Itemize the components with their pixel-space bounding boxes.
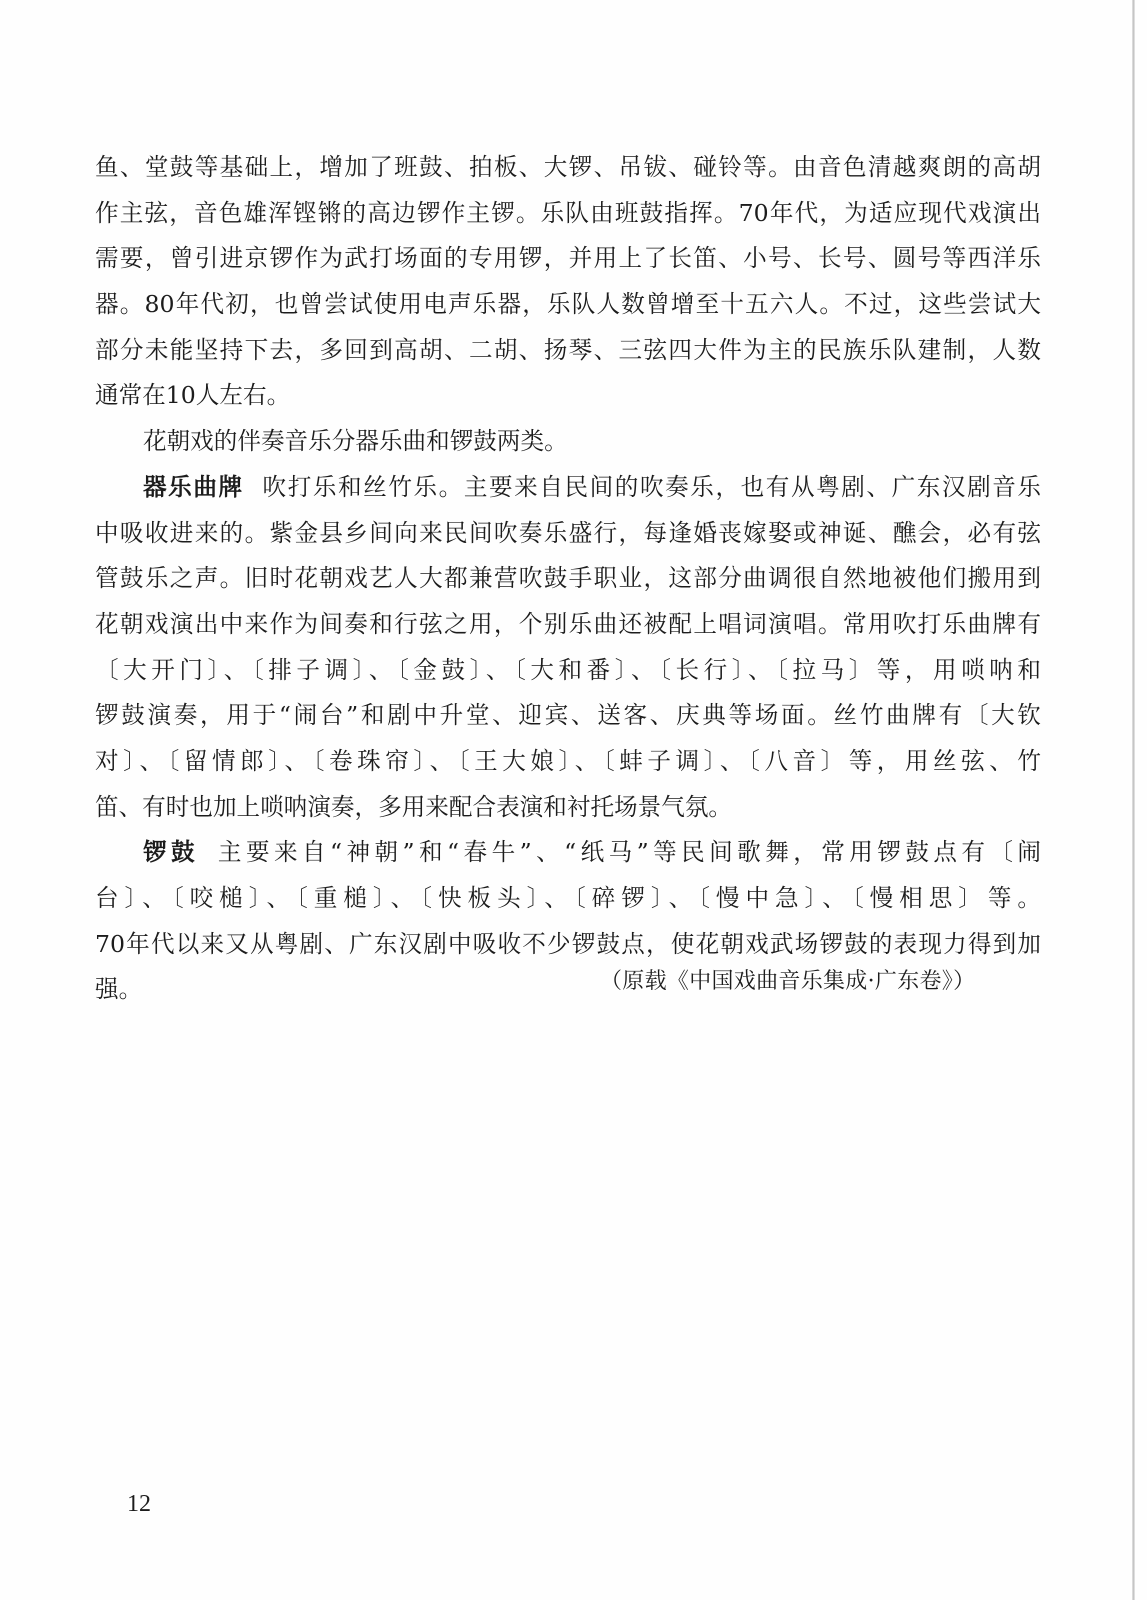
text-line: 〔大开门〕、〔排子调〕、〔金鼓〕、〔大和番〕、〔长行〕、〔拉马〕等，用唢呐和 [95,655,1041,684]
text-line [95,465,1041,511]
text-line: 作主弦，音色雄浑铿锵的高边锣作主锣。乐队由班鼓指挥。70年代，为适应现代戏演出 [95,198,1041,227]
text-line [95,830,1041,876]
text-line: 对〕、〔留情郎〕、〔卷珠帘〕、〔王大娘〕、〔蚌子调〕、〔八音〕等，用丝弦、竹 [95,746,1041,775]
text-line: 部分未能坚持下去，多回到高胡、二胡、扬琴、三弦四大件为主的民族乐队建制，人数 [95,335,1041,364]
text-line: 需要，曾引进京锣作为武打场面的专用锣，并用上了长笛、小号、长号、圆号等西洋乐 [95,244,1041,273]
section-term: 器乐曲牌 [143,472,244,501]
text-line: 通常在10人左右。 [95,381,291,410]
text-line: 笛、有时也加上唢呐演奏，多用来配合表演和衬托场景气氛。 [95,792,733,821]
paragraph-orchestra-history [95,145,1041,419]
text-line: 花朝戏的伴奏音乐分器乐曲和锣鼓两类。 [143,427,568,456]
text-line: 70年代以来又从粤剧、广东汉剧中吸收不少锣鼓点，使花朝戏武场锣鼓的表现力得到加 [95,929,1041,958]
section-term: 锣鼓 [143,838,200,867]
text-line: 锣鼓演奏，用于“闹台”和剧中升堂、迎宾、送客、庆典等场面。丝竹曲牌有〔大钦 [95,701,1041,730]
text-span: 主要来自“神朝”和“春牛”、“纸马”等民间歌舞，常用锣鼓点有〔闹 [217,838,1041,867]
text-line: 强。 [95,975,143,1004]
text-line: 台〕、〔咬槌〕、〔重槌〕、〔快板头〕、〔碎锣〕、〔慢中急〕、〔慢相思〕等。 [95,884,1041,912]
text-line: 花朝戏演出中来作为间奏和行弦之用，个别乐曲还被配上唱词演唱。常用吹打乐曲牌有 [95,609,1041,638]
page-number: 12 [127,1491,151,1517]
text-line: 中吸收进来的。紫金县乡间向来民间吹奏乐盛行，每逢婚丧嫁娶或神诞、醮会，必有弦 [95,518,1041,547]
text-line: 器。80年代初，也曾尝试使用电声乐器，乐队人数曾增至十五六人。不过，这些尝试大 [95,290,1041,319]
text-line: 管鼓乐之声。旧时花朝戏艺人大都兼营吹鼓手职业，这部分曲调很自然地被他们搬用到 [95,564,1041,593]
scan-edge-shadow [1132,0,1135,1600]
body-text [95,145,1041,1013]
paragraph-instrumental-tunes [95,465,1041,831]
text-span: 吹打乐和丝竹乐。主要来自民间的吹奏乐，也有从粤剧、广东汉剧音乐 [262,472,1042,501]
source-citation: （原载《中国戏曲音乐集成·广东卷》） [600,969,976,994]
paragraph-accompaniment-types [95,419,1041,465]
text-line: 鱼、堂鼓等基础上，增加了班鼓、拍板、大锣、吊钹、碰铃等。由音色清越爽朗的高胡 [95,153,1041,181]
